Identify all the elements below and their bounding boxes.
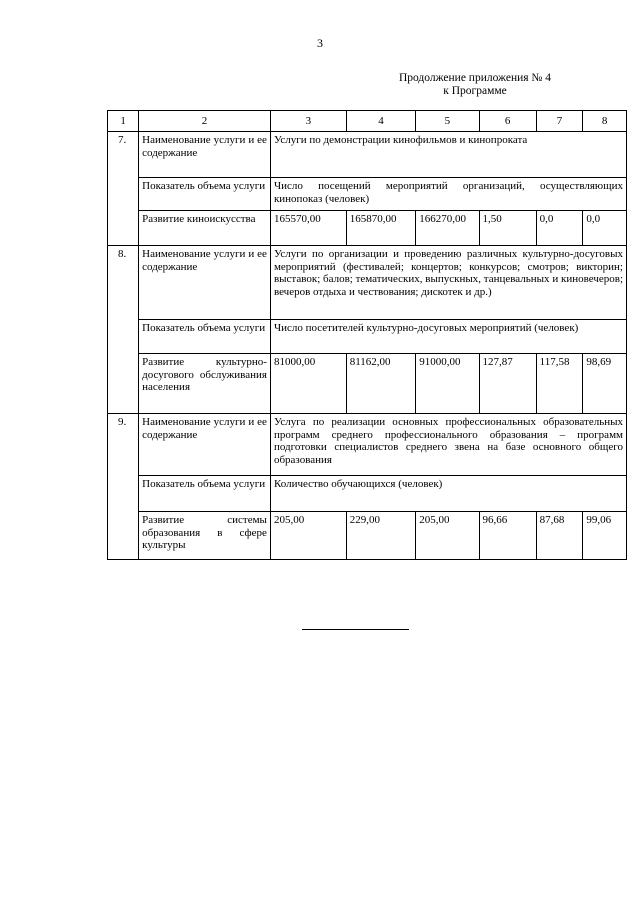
table-row <box>108 512 627 560</box>
indicator-value: Число посещений мероприятий организаций, осуществляющих кинопоказ (человек) <box>270 178 626 211</box>
column-number: 4 <box>346 111 416 132</box>
table-row <box>108 476 627 512</box>
caption-line-1: Продолжение приложения № 4 <box>398 72 552 84</box>
development-label: Развитие системы образования в сфере культуры <box>139 512 271 560</box>
value-cell: 205,00 <box>416 512 479 560</box>
value-cell: 229,00 <box>346 512 416 560</box>
indicator-value: Количество обучающихся (человек) <box>270 476 626 512</box>
service-name-label: Наименование услуги и ее содержание <box>139 246 271 320</box>
indicator-label: Показатель объема услуги <box>139 178 271 211</box>
service-name-value: Услуги по демонстрации кинофильмов и кинопроката <box>270 132 626 178</box>
value-cell: 96,66 <box>479 512 536 560</box>
service-name-label: Наименование услуги и ее содержание <box>139 132 271 178</box>
column-number: 7 <box>536 111 583 132</box>
column-number: 2 <box>139 111 271 132</box>
table-row <box>108 414 627 476</box>
development-label: Развитие культурно-досугового обслуживания населения <box>139 354 271 414</box>
value-cell: 117,58 <box>536 354 583 414</box>
appendix-caption <box>360 72 590 98</box>
indicator-value: Число посетителей культурно-досуговых мероприятий (человек) <box>270 320 626 354</box>
column-number: 3 <box>270 111 346 132</box>
value-cell: 0,0 <box>536 211 583 246</box>
value-cell: 127,87 <box>479 354 536 414</box>
table-row <box>108 211 627 246</box>
table-row <box>108 320 627 354</box>
service-name-value: Услуга по реализации основных профессиональных образовательных программ среднего профессионального образования – программ подготовки специалистов среднего звена на базе основного общего образования <box>270 414 626 476</box>
item-number: 9. <box>108 414 139 560</box>
value-cell: 81162,00 <box>346 354 416 414</box>
value-cell: 99,06 <box>583 512 627 560</box>
indicator-label: Показатель объема услуги <box>139 476 271 512</box>
value-cell: 0,0 <box>583 211 627 246</box>
item-number: 8. <box>108 246 139 414</box>
column-number: 6 <box>479 111 536 132</box>
page-number: 3 <box>317 36 323 50</box>
column-number-row <box>108 111 627 132</box>
services-table <box>107 110 627 560</box>
value-cell: 165570,00 <box>270 211 346 246</box>
development-label: Развитие киноискусства <box>139 211 271 246</box>
table-row <box>108 132 627 178</box>
end-separator-line <box>302 629 409 630</box>
value-cell: 91000,00 <box>416 354 479 414</box>
service-name-label: Наименование услуги и ее содержание <box>139 414 271 476</box>
column-number: 5 <box>416 111 479 132</box>
value-cell: 81000,00 <box>270 354 346 414</box>
table-row <box>108 246 627 320</box>
value-cell: 1,50 <box>479 211 536 246</box>
value-cell: 87,68 <box>536 512 583 560</box>
table-row <box>108 178 627 211</box>
column-number: 8 <box>583 111 627 132</box>
service-name-value: Услуги по организации и проведению различных культурно-досуговых мероприятий (фестивалей; концертов; конкурсов; смотров; викторин; выставок; балов; тематических, выпускных, танцевальных и киновечеров; вечеров отдыха и чествования; дискотек и др.) <box>270 246 626 320</box>
item-number: 7. <box>108 132 139 246</box>
value-cell: 165870,00 <box>346 211 416 246</box>
indicator-label: Показатель объема услуги <box>139 320 271 354</box>
caption-line-2: к Программе <box>443 85 507 97</box>
column-number: 1 <box>108 111 139 132</box>
table-row <box>108 354 627 414</box>
value-cell: 205,00 <box>270 512 346 560</box>
value-cell: 166270,00 <box>416 211 479 246</box>
value-cell: 98,69 <box>583 354 627 414</box>
